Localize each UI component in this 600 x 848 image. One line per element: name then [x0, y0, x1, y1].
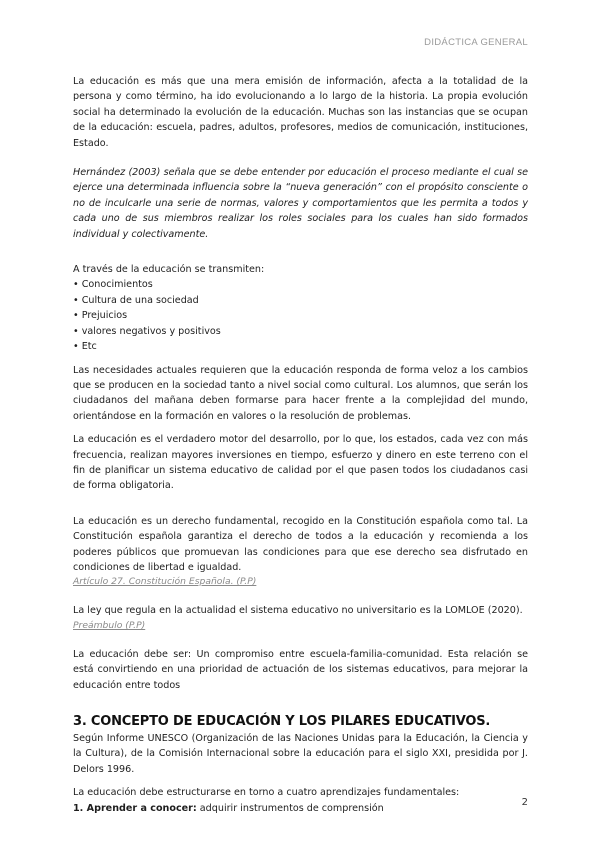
citation-link-constitution[interactable]: Artículo 27. Constitución Española. (P.P)	[73, 576, 257, 588]
list-item: • valores negativos y positivos	[73, 325, 221, 337]
paragraph-lomloe: La ley que regula en la actualidad el sistema educativo no universitario es la LOMLOE (2020).	[73, 605, 523, 617]
paragraph-hernandez-quote: Hernández (2003) señala que se debe entender por educación el proceso mediante el cual se ejerce una determinada influencia sobre la “nueva generación” con el propósito consciente o no de inculcarle una serie de normas, valores y comportamientos que les permita a todos y cada uno de sus miembros realizar los roles sociales para los cuales han sido formados individual y colectivamente.	[73, 167, 528, 240]
citation-link-preambulo[interactable]: Preámbulo (P.P)	[73, 619, 146, 631]
page-body	[73, 74, 528, 816]
running-header: DIDÁCTICA GENERAL	[424, 37, 528, 48]
learning-item-text: adquirir instrumentos de comprensión	[196, 802, 384, 814]
list-item: • Cultura de una sociedad	[73, 294, 199, 306]
paragraph-four-learnings: La educación debe estructurarse en torno a cuatro aprendizajes fundamentales:	[73, 787, 460, 799]
paragraph-right: La educación es un derecho fundamental, recogido en la Constitución española como tal. La Constitución española garantiza el derecho de todos a la educación y recomienda a los poderes públicos que promuevan las condiciones para que ese derecho sea disfrutado en condiciones de libertad e igualdad.	[73, 515, 528, 573]
learning-item-label: 1. Aprender a conocer:	[73, 802, 197, 814]
list-item: • Prejuicios	[73, 310, 128, 322]
list-intro: A través de la educación se transmiten:	[73, 264, 265, 276]
paragraph-intro: La educación es más que una mera emisión de información, afecta a la totalidad de la persona y como término, ha ido evolucionando a lo largo de la historia. La propia evolución social ha determinado la evolución de la educación. Muchas son las instancias que se ocupan de la educación: escuela, padres, adultos, profesores, medios de comunicación, instituciones, Estado.	[73, 76, 528, 149]
page-number: 2	[521, 797, 528, 808]
paragraph-motor: La educación es el verdadero motor del desarrollo, por lo que, los estados, cada vez con más frecuencia, realizan mayores inversiones en tiempo, esfuerzo y dinero en este terreno con el fin de planificar un sistema educativo de calidad por el que pasen todos los ciudadanos casi de forma obligatoria.	[73, 434, 528, 492]
list-item: • Conocimientos	[73, 279, 153, 291]
section-heading: 3. CONCEPTO DE EDUCACIÓN Y LOS PILARES EDUCATIVOS.	[73, 714, 491, 729]
paragraph-commitment: La educación debe ser: Un compromiso entre escuela-familia-comunidad. Esta relación se está convirtiendo en una prioridad de actuación de los sistemas educativos, para mejorar la educación entre todos	[73, 648, 528, 691]
list-item: • Etc	[73, 341, 97, 353]
learning-item-1	[73, 801, 528, 816]
paragraph-needs: Las necesidades actuales requieren que la educación responda de forma veloz a los cambios que se producen en la sociedad tanto a nivel social como cultural. Los alumnos, que serán los ciudadanos del mañana deben formarse para hacer frente a la complejidad del mundo, orientándose en la formación en valores o la resolución de problemas.	[73, 364, 528, 422]
transmitted-list	[73, 277, 528, 354]
paragraph-unesco: Según Informe UNESCO (Organización de las Naciones Unidas para la Educación, la Ciencia y la Cultura), de la Comisión Internacional sobre la educación para el siglo XXI, presidida por J. Delors 1996.	[73, 733, 528, 775]
